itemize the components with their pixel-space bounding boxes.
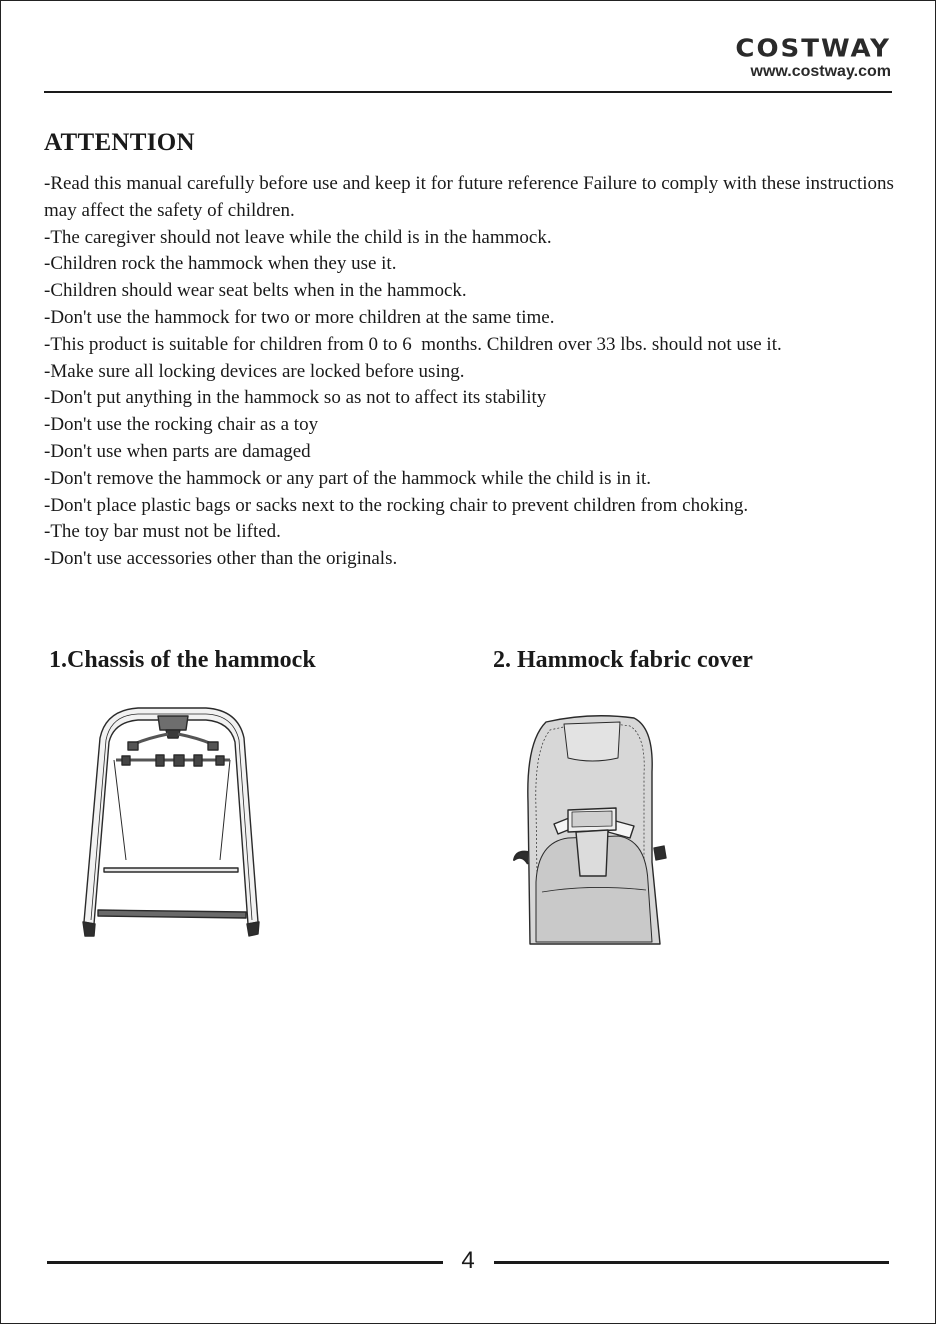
attention-title: ATTENTION bbox=[44, 129, 195, 156]
header-rule bbox=[44, 91, 892, 93]
chassis-illustration bbox=[78, 700, 268, 945]
attention-item: -The caregiver should not leave while the child is in the hammock. bbox=[44, 226, 552, 248]
attention-item: -Children should wear seat belts when in the hammock. bbox=[44, 280, 467, 302]
attention-item: -This product is suitable for children from 0 to 6 months. Children over 33 lbs. should not use it. bbox=[44, 333, 782, 355]
attention-item: -Children rock the hammock when they use it. bbox=[44, 253, 397, 275]
attention-item: -Don't use accessories other than the originals. bbox=[44, 548, 398, 570]
part1-title: 1.Chassis of the hammock bbox=[49, 647, 316, 673]
attention-item: -Read this manual carefully before use and keep it for future reference Failure to comply with these instructions may affect the safety of children. bbox=[44, 173, 899, 221]
attention-item: -Don't put anything in the hammock so as not to affect its stability bbox=[44, 387, 547, 409]
attention-item: -The toy bar must not be lifted. bbox=[44, 521, 281, 543]
part2-title: 2. Hammock fabric cover bbox=[493, 647, 753, 673]
page-number: 4 bbox=[461, 1247, 475, 1274]
attention-item: -Don't remove the hammock or any part of the hammock while the child is in it. bbox=[44, 467, 652, 489]
attention-list bbox=[44, 171, 899, 573]
brand-block bbox=[735, 36, 891, 81]
footer-rule-left bbox=[47, 1261, 443, 1264]
attention-item: -Don't use when parts are damaged bbox=[44, 440, 311, 462]
footer-rule-right bbox=[494, 1261, 889, 1264]
fabric-cover-illustration bbox=[508, 712, 672, 952]
brand-url: www.costway.com bbox=[750, 63, 891, 80]
brand-logo: COSTWAY bbox=[735, 34, 891, 64]
attention-item: -Don't place plastic bags or sacks next to the rocking chair to prevent children from choking. bbox=[44, 494, 749, 516]
attention-item: -Make sure all locking devices are locked before using. bbox=[44, 360, 465, 382]
attention-item: -Don't use the rocking chair as a toy bbox=[44, 414, 319, 436]
attention-item: -Don't use the hammock for two or more children at the same time. bbox=[44, 306, 555, 328]
